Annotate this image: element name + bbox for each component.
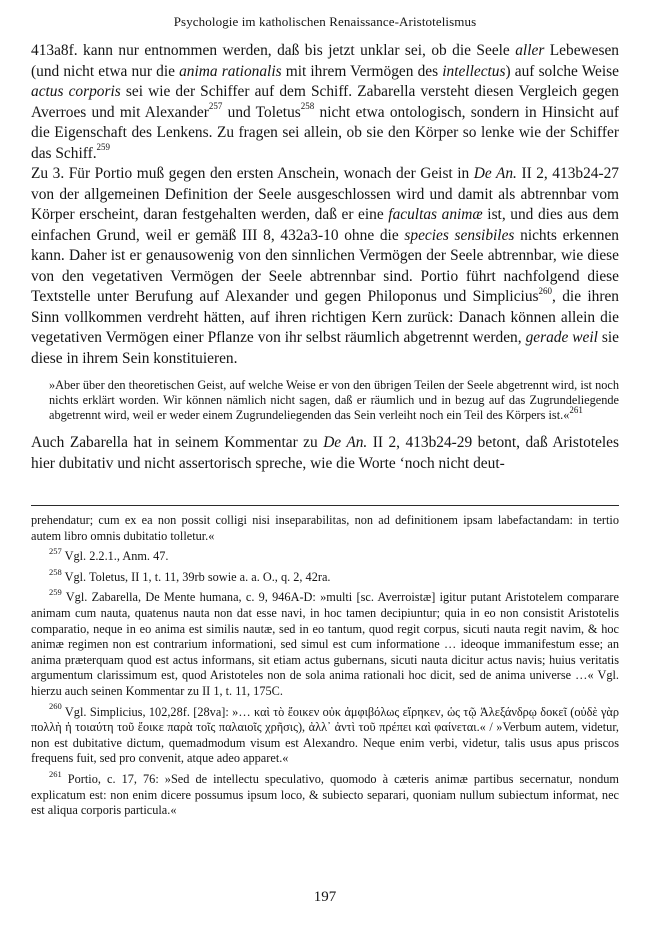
footnote-259: [31, 587, 619, 699]
text-run: nicht etwa ontologisch, sondern in Hinsicht auf die Eigenschaft des Lenkens. Zu fragen sei allein, ob sie den Körper so lenke wie der Schiffer das Schiff.: [31, 103, 620, 162]
text-run: 413a8f. kann nur entnommen werden, daß bis jetzt unklar sei, ob die Seele: [31, 42, 516, 59]
text-run: nichts erkennen kann. Daher ist er genausowenig von den sinnlichen Vermögen der Seele abtrennbar, wie diese von den vegetativen Vermögen der Seele abtrennbar sind. Portio führt nachfolgend diese Textstelle unter Berufung auf Alexander und gegen Philoponus und Simplicius: [31, 226, 620, 305]
text-run: ist, und dies aus dem einfachen Grund, weil er gemäß III 8, 432a3-10 ohne die: [31, 206, 619, 244]
footnote-ref-260[interactable]: 260: [538, 285, 553, 296]
footnote-ref-257[interactable]: 257: [208, 101, 223, 112]
footnote-number: 259: [49, 587, 62, 598]
emphasis: facultas animæ: [388, 206, 483, 223]
footnote-260: [31, 701, 619, 767]
footnote-number: 260: [49, 701, 62, 712]
text-run: ) auf solche Weise: [505, 62, 619, 80]
footnote-separator: [31, 505, 619, 506]
footnote-ref-261[interactable]: 261: [569, 404, 583, 415]
footnote-text: Vgl. 2.2.1., Anm. 47.: [61, 549, 169, 564]
footnote-ref-258[interactable]: 258: [300, 101, 315, 112]
footnote-text: Vgl. Toletus, II 1, t. 11, 39rb sowie a. a. O., q. 2, 42ra.: [61, 569, 331, 584]
text-run: II 2, 413b24-27 von der allgemeinen Definition der Seele ausgeschlossen wird und damit als abtrennbar vom Körper erscheint, daran festgehalten werden, daß er eine: [31, 165, 619, 223]
emphasis: intellectus: [442, 62, 506, 80]
emphasis: gerade weil: [525, 329, 598, 346]
footnote-258: [31, 566, 619, 586]
text-run: sie diese in ihrem Sein konstituieren.: [31, 329, 620, 367]
text-run: Zu 3. Für Portio muß gegen den ersten Anschein, wonach der Geist in: [31, 165, 474, 182]
footnote-number: 261: [49, 768, 62, 779]
text-run: »Aber über den theoretischen Geist, auf welche Weise er von den übrigen Teilen der Seele abgetrennt wird, ist noch nichts erklärt worden. Wir können nämlich nicht sagen, daß er räumlich und in bezug auf das Zugrundeliegende abgetrennt wird, weil er weder einem Zugrundeliegenden das Sein verleiht noch ein Teil des Körpers ist.«: [49, 378, 619, 422]
emphasis: actus corporis: [31, 83, 121, 100]
emphasis: species sensibiles: [404, 226, 515, 244]
text-run: , die ihren Sinn vollkommen verdreht hätten, auf ihren richtigen Kern zurück: Danach können allein die vegetativen Vermögen einer Pflanze von ihr selbst räumlich abgetrennt werden,: [31, 288, 620, 346]
text-run: mit ihrem Vermögen des: [281, 62, 443, 80]
footnote-257: [31, 546, 619, 565]
main-text: [31, 41, 619, 474]
footnote-number: 258: [49, 566, 62, 577]
text-run: sei wie der Schiffer auf dem Schiff. Zabarella versteht diesen Vergleich gegen Averroes und mit Alexander: [31, 83, 619, 121]
block-quote: [49, 378, 619, 423]
paragraph-1: [31, 41, 619, 164]
emphasis: anima rationalis: [179, 62, 282, 80]
footnote-ref-259[interactable]: 259: [96, 142, 111, 153]
emphasis: aller: [515, 42, 545, 59]
emphasis: De An.: [323, 434, 368, 451]
footnote-text: Vgl. Zabarella, De Mente humana, c. 9, 946A-D: »multi [sc. Averroistæ] igitur putant Aristotelem comparare animam cum nauta, quatenus nauta non dat esse navi, in hoc tamen decipiuntur; quia in eo non consistit Aristotelis comparatio, neque in eo anima est similis nautæ, sed in eo tantum, quod regit corpus, sicuti nauta regit navim, & hoc animæ regimen non est contrarium informationi, sed simul est cum informatione … ideoque immanifestum esse; an anima præterquam quod est actus informans, sit etiam actus gubernans, sicuti nauta dicitur actus navis; huius veritatis argumentum clarissimum est, quod Aristoteles non de sola anima rationali hoc dicit, sed de anima universe …« Vgl. hierzu auch seinen Kommentar zu II 1, t. 11, 175C.: [31, 590, 619, 698]
footnotes: [31, 513, 619, 819]
page-number: 197: [313, 889, 337, 905]
footnote-261: [31, 768, 619, 819]
paragraph-3: [31, 433, 619, 474]
footnote-continuation: prehendatur; cum ex ea non possit colligi nisi inseparabilitas, non ad definitionem ipsam labefactandam: in tertio autem libro omnis dubitatio tolletur.«: [31, 513, 619, 543]
footnote-number: 257: [49, 546, 62, 557]
running-head: Psychologie im katholischen Renaissance-Aristotelismus: [173, 14, 477, 29]
text-run: Auch Zabarella hat in seinem Kommentar zu: [31, 434, 324, 451]
text-run: und Toletus: [222, 103, 301, 121]
paragraph-2: [31, 164, 619, 369]
emphasis: De An.: [473, 165, 517, 182]
footnote-text: Vgl. Simplicius, 102,28f. [28va]: »… καὶ τὸ ἔοικεν οὐκ ἀμφιβόλως εἴρηκεν, ὡς τῷ Ἀλεξάνδρῳ δοκεῖ (οὐδὲ γὰρ πολλὴ ἡ τοιαύτη τοῦ ἔοικε παρὰ τοῖς παλαιοῖς χρῆσις), ἀλλ᾽ ἀντὶ τοῦ πρέπει καὶ φαίνεται.« / »Verbum autem, videtur, non est dubitative dictum, quemadmodum visum est Alexandro. Neque enim verbi, videtur, talis usus apus priscos frequens fuit, sed pro convenit, atque adeo apparet.«: [31, 704, 619, 766]
text-run: Lebewesen (und nicht etwa nur die: [31, 42, 619, 80]
footnote-text: Portio, c. 17, 76: »Sed de intellectu speculativo, quomodo à cæteris animæ partibus secernatur, nondum explicatum est: non enim dicere possumus ipsum loco, & subiecto separari, quoniam nullum subiectum informat, nec est aliqua corporis particula.«: [31, 771, 619, 818]
text-run: II 2, 413b24-29 betont, daß Aristoteles hier dubitativ und nicht assertorisch spreche, wie die Worte ‘noch nicht deut-: [31, 434, 619, 472]
quote-text: [49, 378, 619, 423]
